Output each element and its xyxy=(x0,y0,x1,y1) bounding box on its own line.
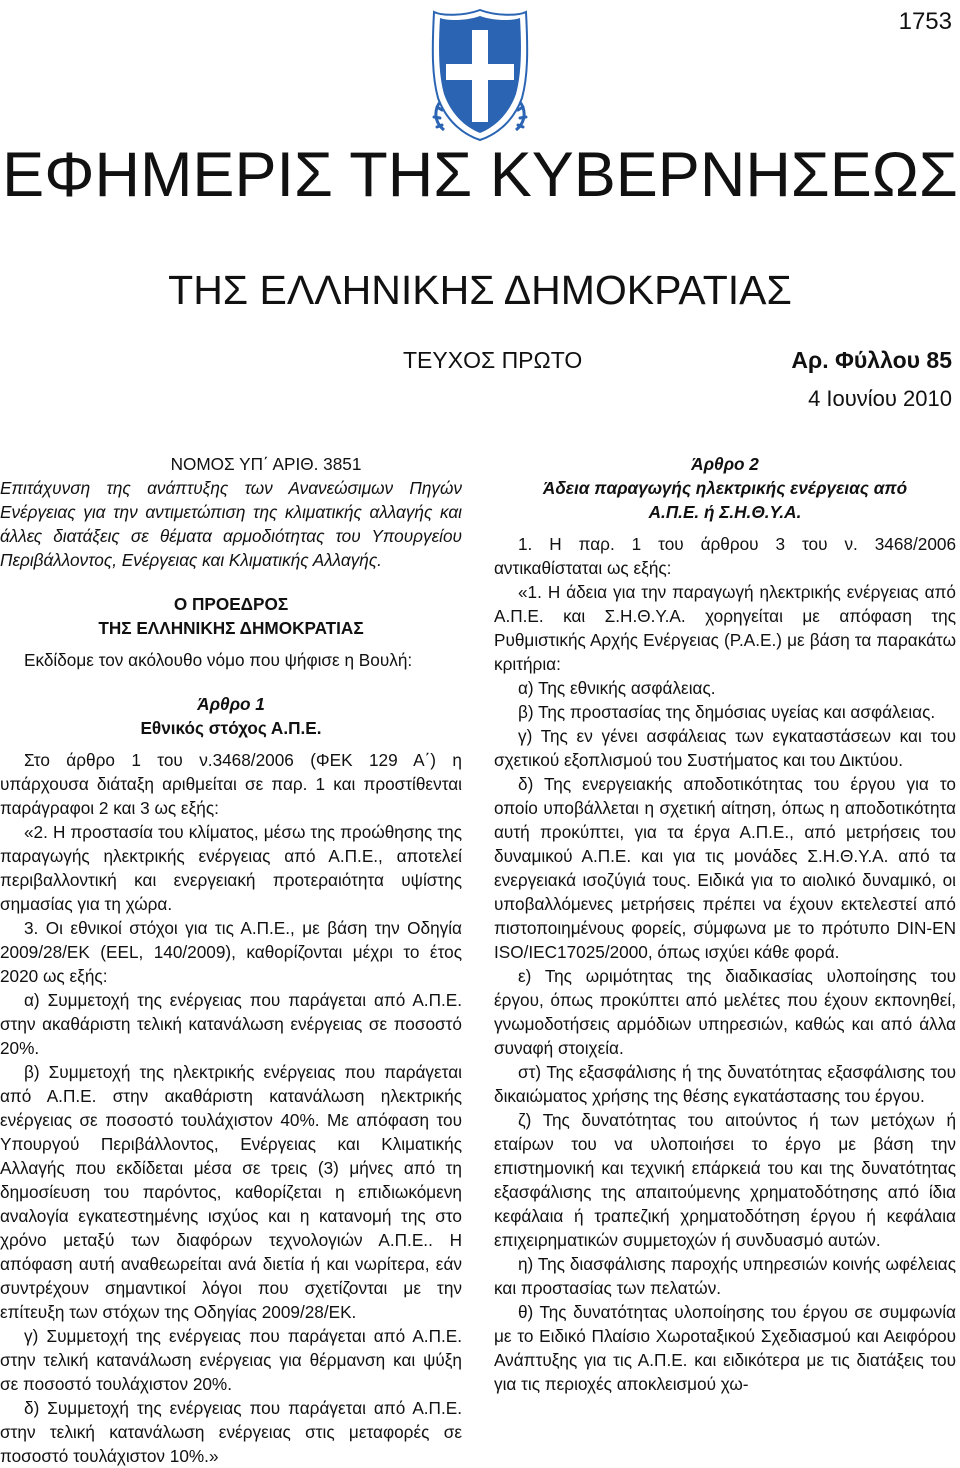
article-2-paragraph: ε) Της ωριμότητας της διαδικασίας υλοποίησης του έργου, όπως προκύπτει από μελέτες που έχουν εκπονηθεί, γνωμοδοτήσεις αρμόδιων υπηρεσιών, καθώς και από άλλα συναφή στοιχεία. xyxy=(494,966,956,1058)
issue-series: ΤΕΥΧΟΣ ΠΡΩΤΟ xyxy=(403,347,583,373)
article-2-paragraph: στ) Της εξασφάλισης ή της δυνατότητας εξασφάλισης του δικαιώματος χρήσης της θέσης εγκατάστασης του έργου. xyxy=(494,1062,956,1106)
article-2-paragraph: δ) Της ενεργειακής αποδοτικότητας του έργου για το οποίο υποβάλλεται η σχετική αίτηση, όπως η αποδοτικότητα αυτή προκύπτει, για τα έργα Α.Π.Ε., από μετρήσεις του δυναμικού Α.Π.Ε. και για τις μονάδες Σ.Η.Θ.Υ.Α. από τα ενεργειακά ισοζύγιά τους. Ειδικά για το αιολικό δυναμικό, οι υποβαλλόμενες μετρήσεις πρέπει να έχουν εκτελεστεί από πιστοποιημένους φορείς, σύμφωνα με το πρότυπο DIN-EN ISO/IEC17025/2000, όπως ισχύει κάθε φορά. xyxy=(494,774,956,962)
article-2-paragraph: γ) Της εν γένει ασφάλειας των εγκαταστάσεων και του σχετικού εξοπλισμού του Συστήματος και του Δικτύου. xyxy=(494,726,956,770)
article-1-paragraph: β) Συμμετοχή της ηλεκτρικής ενέργειας που παράγεται από Α.Π.Ε. στην ακαθάριστη κατανάλωση ηλεκτρικής ενέργειας σε ποσοστό τουλάχιστον 40%. Με απόφαση του Υπουργού Περιβάλλοντος, Ενέργειας και Κλιματικής Αλλαγής που εκδίδεται μέσα σε τρεις (3) μήνες από τη δημοσίευση του παρόντος, καθορίζεται η επιδιωκόμενη αναλογία εγκατεστημένης ισχύος και η κατανομή της στο χρόνο μεταξύ των διαφόρων τεχνολογιών Α.Π.Ε.. Η απόφαση αυτή αναθεωρείται ανά διετία ή και νωρίτερα, εάν συντρέχουν σημαντικοί λόγοι που σχετίζονται με την επίτευξη των στόχων της Οδηγίας 2009/28/ΕΚ. xyxy=(0,1062,462,1322)
gazette-subtitle: ΤΗΣ ΕΛΛΗΝΙΚΗΣ ΔΗΜΟΚΡΑΤΙΑΣ xyxy=(168,267,792,313)
page-number: 1753 xyxy=(898,8,952,35)
article-1-paragraph: α) Συμμετοχή της ενέργειας που παράγεται από Α.Π.Ε. στην ακαθάριστη τελική κατανάλωση ενέργειας σε ποσοστό 20%. xyxy=(0,990,462,1058)
law-title: Επιτάχυνση της ανάπτυξης των Ανανεώσιμων Πηγών Ενέργειας για την αντιμετώπιση της κλιματικής αλλαγής και άλλες διατάξεις σε θέματα αρμοδιότητας του Υπουργείου Περιβάλλοντος, Ενέργειας και Κλιματικής Αλλαγής. xyxy=(0,478,462,570)
article-1-paragraph: «2. Η προστασία του κλίματος, μέσω της προώθησης της παραγωγής ηλεκτρικής ενέργειας από Α.Π.Ε., αποτελεί περιβαλλοντική και ενεργειακή προτεραιότητα υψίστης σημασίας για τη χώρα. xyxy=(0,822,462,914)
promulgation-text: Εκδίδομε τον ακόλουθο νόμο που ψήφισε η Βουλή: xyxy=(24,650,413,670)
article-2-paragraph: ζ) Της δυνατότητας του αιτούντος ή των μετόχων ή εταίρων του να υλοποιήσει το έργο με βάση την επιστημονική και τεχνική επάρκειά του και της δυνατότητας εξασφάλισης της απαιτούμενης χρηματοδότησης από ίδια κεφάλαια ή τραπεζική χρηματοδότηση έργου ή κεφάλαια επιχειρηματικών συμμετοχών ή συνδυασμό αυτών. xyxy=(494,1110,956,1250)
article-1-title: Εθνικός στόχος Α.Π.Ε. xyxy=(140,718,322,738)
article-2-paragraph: «1. Η άδεια για την παραγωγή ηλεκτρικής ενέργειας από Α.Π.Ε. και Σ.Η.Θ.Υ.Α. χορηγείται με απόφαση της Ρυθμιστικής Αρχής Ενέργειας (Ρ.Α.Ε.) με βάση τα παρακάτω κριτήρια: xyxy=(494,582,956,674)
article-2-heading: Άρθρο 2 xyxy=(691,454,759,474)
sheet-number: Αρ. Φύλλου 85 xyxy=(791,347,952,373)
article-2-paragraph: α) Της εθνικής ασφάλειας. xyxy=(518,678,716,698)
article-2-paragraph: η) Της διασφάλισης παροχής υπηρεσιών κοινής ωφέλειας και προστασίας των πελατών. xyxy=(494,1254,956,1298)
article-2-paragraph: θ) Της δυνατότητας υλοποίησης του έργου σε συμφωνία με το Ειδικό Πλαίσιο Χωροταξικού Σχεδιασμού και Αειφόρου Ανάπτυξης για τις Α.Π.Ε. και ειδικότερα με τις διατάξεις του για τις περιοχές αποκλεισμού χω- xyxy=(494,1302,956,1394)
article-1-paragraph: 3. Οι εθνικοί στόχοι για τις Α.Π.Ε., με βάση την Οδηγία 2009/28/ΕΚ (EEL, 140/2009), καθορίζονται μέχρι το έτος 2020 ως εξής: xyxy=(0,918,462,986)
issue-date: 4 Ιουνίου 2010 xyxy=(808,386,952,411)
left-column xyxy=(0,452,462,1468)
article-2-paragraph: β) Της προστασίας της δημόσιας υγείας και ασφάλειας. xyxy=(518,702,936,722)
law-number: ΝΟΜΟΣ ΥΠ΄ ΑΡΙΘ. 3851 xyxy=(170,454,362,474)
article-2-paragraph: 1. Η παρ. 1 του άρθρου 3 του ν. 3468/2006 αντικαθίσταται ως εξής: xyxy=(494,534,956,578)
article-1-heading: Άρθρο 1 xyxy=(197,694,265,714)
gazette-title: ΕΦΗΜΕΡΙΣ ΤΗΣ ΚΥΒΕΡΝΗΣΕΩΣ xyxy=(2,140,958,210)
president-heading-1: Ο ΠΡΟΕΔΡΟΣ xyxy=(173,594,289,614)
article-1-paragraph: δ) Συμμετοχή της ενέργειας που παράγεται από Α.Π.Ε. στην τελική κατανάλωση ενέργειας στις μεταφορές σε ποσοστό τουλάχιστον 10%.» xyxy=(0,1398,462,1466)
greek-coat-of-arms-emblem xyxy=(426,6,534,144)
article-1-paragraph: Στο άρθρο 1 του ν.3468/2006 (ΦΕΚ 129 Α΄) η υπάρχουσα διάταξη αριθμείται σε παρ. 1 και προστίθενται παράγραφοι 2 και 3 ως εξής: xyxy=(0,750,462,818)
article-1-paragraph: γ) Συμμετοχή της ενέργειας που παράγεται από Α.Π.Ε. στην τελική κατανάλωση ενέργειας για θέρμανση και ψύξη σε ποσοστό τουλάχιστον 20%. xyxy=(0,1326,462,1394)
president-heading-2: ΤΗΣ ΕΛΛΗΝΙΚΗΣ ΔΗΜΟΚΡΑΤΙΑΣ xyxy=(98,618,364,638)
right-column xyxy=(494,452,956,1396)
article-2-title: Άδεια παραγωγής ηλεκτρικής ενέργειας από Α.Π.Ε. ή Σ.Η.Θ.Υ.Α. xyxy=(542,478,908,522)
